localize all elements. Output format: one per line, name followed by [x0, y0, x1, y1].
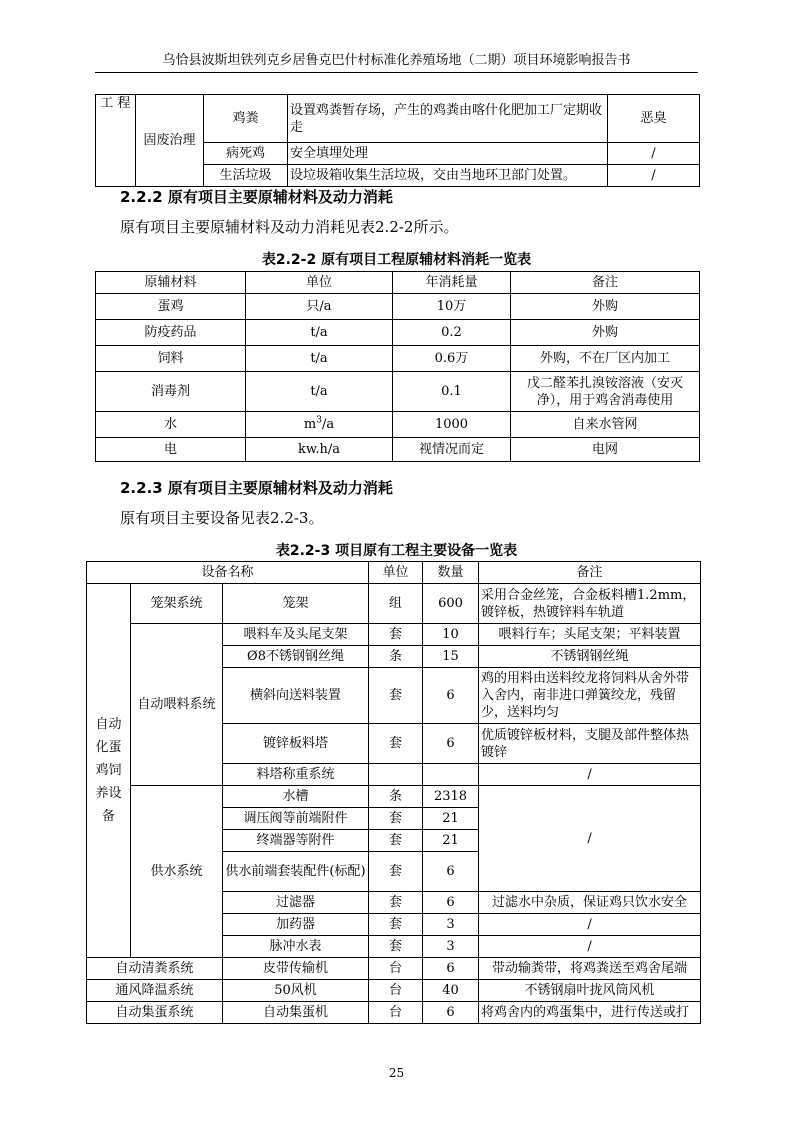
category-line: 自动 — [95, 717, 122, 732]
table-cell: 套 — [369, 892, 423, 914]
table-cell: 喂料车及头尾支架 — [223, 624, 369, 646]
table-row — [87, 1002, 701, 1024]
table-cell: 电 — [96, 438, 246, 462]
system-cell: 通风降温系统 — [87, 980, 223, 1002]
category-line: 鸡饲 — [95, 763, 122, 778]
table-cell: 脉冲水表 — [223, 936, 369, 958]
table-cell: 调压阀等前端附件 — [223, 808, 369, 830]
table-cell: 水槽 — [223, 786, 369, 808]
table-cell: 条 — [369, 646, 423, 668]
section-heading: 2.2.3 原有项目主要原辅材料及动力消耗 — [120, 479, 393, 497]
table-cell: 6 — [423, 958, 479, 980]
table-cell: t/a — [246, 372, 393, 412]
table-header-cell: 数量 — [423, 562, 479, 584]
paragraph: 原有项目主要设备见表2.2-3。 — [120, 509, 324, 527]
table-cell: 采用合金丝笼，合金板料槽1.2mm，镀锌板，热镀锌料车轨道 — [479, 584, 701, 624]
table-cell — [423, 764, 479, 786]
table-row — [96, 412, 700, 438]
table-cell: 0.6万 — [393, 346, 511, 372]
category-line: 化蛋 — [95, 740, 122, 755]
table-cell: 鸡的用料由送料绞龙将饲料从舍外带入舍内，南非进口弹簧绞龙，残留少，送料均匀 — [479, 668, 701, 724]
table-cell: 6 — [423, 892, 479, 914]
table-row — [96, 346, 700, 372]
table-cell: 台 — [369, 980, 423, 1002]
table-cell: 3 — [423, 914, 479, 936]
table-cell: 料塔称重系统 — [223, 764, 369, 786]
table-cell: 恶臭 — [608, 95, 700, 143]
table-cell: 过滤器 — [223, 892, 369, 914]
table-cell: 6 — [423, 668, 479, 724]
table-row — [96, 372, 700, 412]
table-cell: 只/a — [246, 294, 393, 320]
table-cell: 视情况而定 — [393, 438, 511, 462]
table-cell: 戊二醛苯扎溴铵溶液（安灭净），用于鸡舍消毒使用 — [511, 372, 700, 412]
table-header-cell: 单位 — [246, 272, 393, 294]
table-cell: 套 — [369, 852, 423, 892]
table-cell: 套 — [369, 830, 423, 852]
table-row — [87, 584, 701, 624]
table-header-cell: 年消耗量 — [393, 272, 511, 294]
table-cell: 供水前端套装配件(标配) — [223, 852, 369, 892]
table-cell: 15 — [423, 646, 479, 668]
table-cell: 镀锌板料塔 — [223, 724, 369, 764]
table-cell: 3 — [423, 936, 479, 958]
table-cell: 饲料 — [96, 346, 246, 372]
header-rule — [95, 72, 698, 73]
table-cell: 套 — [369, 914, 423, 936]
table-cell: 套 — [369, 668, 423, 724]
table-cell: 600 — [423, 584, 479, 624]
category-cell — [87, 584, 131, 958]
table-top — [95, 94, 700, 187]
table-cell: 过滤水中杂质，保证鸡只饮水安全 — [479, 892, 701, 914]
table-cell: t/a — [246, 346, 393, 372]
table-cell: 10万 — [393, 294, 511, 320]
table-cell: 外购，不在厂区内加工 — [511, 346, 700, 372]
table-cell: 21 — [423, 830, 479, 852]
table-cell — [369, 764, 423, 786]
table-caption: 表2.2-3 项目原有工程主要设备一览表 — [275, 543, 518, 559]
table-cell: 条 — [369, 786, 423, 808]
table-row — [96, 294, 700, 320]
table-cell: 不锈钢钢丝绳 — [479, 646, 701, 668]
table-cell: 加药器 — [223, 914, 369, 936]
table-cell: t/a — [246, 320, 393, 346]
table-cell: 生活垃圾 — [204, 165, 288, 187]
table-cell — [246, 412, 393, 438]
paragraph: 原有项目主要原辅材料及动力消耗见表2.2-2所示。 — [120, 218, 459, 236]
category-line: 养设 — [95, 786, 122, 801]
table-cell: 设垃圾箱收集生活垃圾，交由当地环卫部门处置。 — [288, 165, 608, 187]
table-cell: 组 — [369, 584, 423, 624]
table-cell: 设置鸡粪暂存场，产生的鸡粪由喀什化肥加工厂定期收走 — [288, 95, 608, 143]
table-cell: 50风机 — [223, 980, 369, 1002]
table-header-cell: 单位 — [369, 562, 423, 584]
table-cell: 带动输粪带，将鸡粪送至鸡舍尾端 — [479, 958, 701, 980]
table-cell: 0.2 — [393, 320, 511, 346]
table-cell: 蛋鸡 — [96, 294, 246, 320]
table-header-cell: 备注 — [511, 272, 700, 294]
unit-tail: /a — [321, 417, 335, 432]
table-cell: / — [479, 914, 701, 936]
table-equipment — [86, 561, 701, 1024]
unit-superscript: 3 — [316, 415, 322, 426]
system-cell: 笼架系统 — [131, 584, 223, 624]
table-cell: 套 — [369, 624, 423, 646]
table-cell: 防疫药品 — [96, 320, 246, 346]
table-cell: 横斜向送料装置 — [223, 668, 369, 724]
table-cell: 10 — [423, 624, 479, 646]
table-header-cell: 备注 — [479, 562, 701, 584]
table-cell: 套 — [369, 724, 423, 764]
table-cell: 套 — [369, 936, 423, 958]
table-cell: 21 — [423, 808, 479, 830]
table-cell: / — [608, 143, 700, 165]
table-cell: 安全填埋处理 — [288, 143, 608, 165]
table-cell: 台 — [369, 1002, 423, 1024]
table-cell: 外购 — [511, 294, 700, 320]
table-cell: 消毒剂 — [96, 372, 246, 412]
table-cell: 喂料行车；头尾支架；平料装置 — [479, 624, 701, 646]
table-cell: / — [479, 786, 701, 892]
table-cell: 40 — [423, 980, 479, 1002]
table-cell: 外购 — [511, 320, 700, 346]
table-header-cell: 设备名称 — [87, 562, 369, 584]
table-cell: / — [479, 936, 701, 958]
table-cell: 自来水管网 — [511, 412, 700, 438]
table-caption: 表2.2-2 原有项目工程原辅材料消耗一览表 — [261, 252, 532, 268]
table-cell: Ø8不锈钢钢丝绳 — [223, 646, 369, 668]
table-header-cell: 原辅材料 — [96, 272, 246, 294]
table-row — [96, 320, 700, 346]
table-cell: 电网 — [511, 438, 700, 462]
page-number: 25 — [388, 1066, 405, 1080]
table-cell: / — [479, 764, 701, 786]
table-cell: 终端器等附件 — [223, 830, 369, 852]
unit-base: m — [303, 417, 317, 432]
running-header: 乌恰县波斯坦铁列克乡居鲁克巴什村标准化养殖场地（二期）项目环境影响报告书 — [162, 53, 631, 68]
table-cell: 鸡粪 — [204, 95, 288, 143]
table-cell: 优质镀锌板材料，支腿及部件整体热镀锌 — [479, 724, 701, 764]
table-cell: kw.h/a — [246, 438, 393, 462]
table-cell: 水 — [96, 412, 246, 438]
section-heading: 2.2.2 原有项目主要原辅材料及动力消耗 — [120, 188, 393, 206]
table-cell: 将鸡舍内的鸡蛋集中，进行传送或打 — [479, 1002, 701, 1024]
table-cell: / — [608, 165, 700, 187]
table-cell: 套 — [369, 808, 423, 830]
table-row — [87, 786, 701, 808]
table-cell: 自动集蛋机 — [223, 1002, 369, 1024]
category-line: 备 — [101, 809, 115, 824]
system-cell: 自动清粪系统 — [87, 958, 223, 980]
table-cell: 2318 — [423, 786, 479, 808]
table-cell: 笼架 — [223, 584, 369, 624]
table-cell: 台 — [369, 958, 423, 980]
table-cell: 不锈钢扇叶拢风筒风机 — [479, 980, 701, 1002]
table-top-col1: 工 程 — [96, 95, 136, 187]
system-cell: 自动喂料系统 — [131, 624, 223, 786]
table-cell: 病死鸡 — [204, 143, 288, 165]
table-cell: 0.1 — [393, 372, 511, 412]
table-cell: 1000 — [393, 412, 511, 438]
table-cell: 6 — [423, 1002, 479, 1024]
table-cell: 皮带传输机 — [223, 958, 369, 980]
table-materials — [95, 271, 700, 462]
table-row — [87, 980, 701, 1002]
table-top-group: 固废治理 — [136, 95, 204, 187]
table-row — [87, 958, 701, 980]
table-row — [87, 624, 701, 646]
table-cell: 6 — [423, 852, 479, 892]
system-cell: 供水系统 — [131, 786, 223, 958]
system-cell: 自动集蛋系统 — [87, 1002, 223, 1024]
table-cell: 6 — [423, 724, 479, 764]
table-row — [96, 438, 700, 462]
